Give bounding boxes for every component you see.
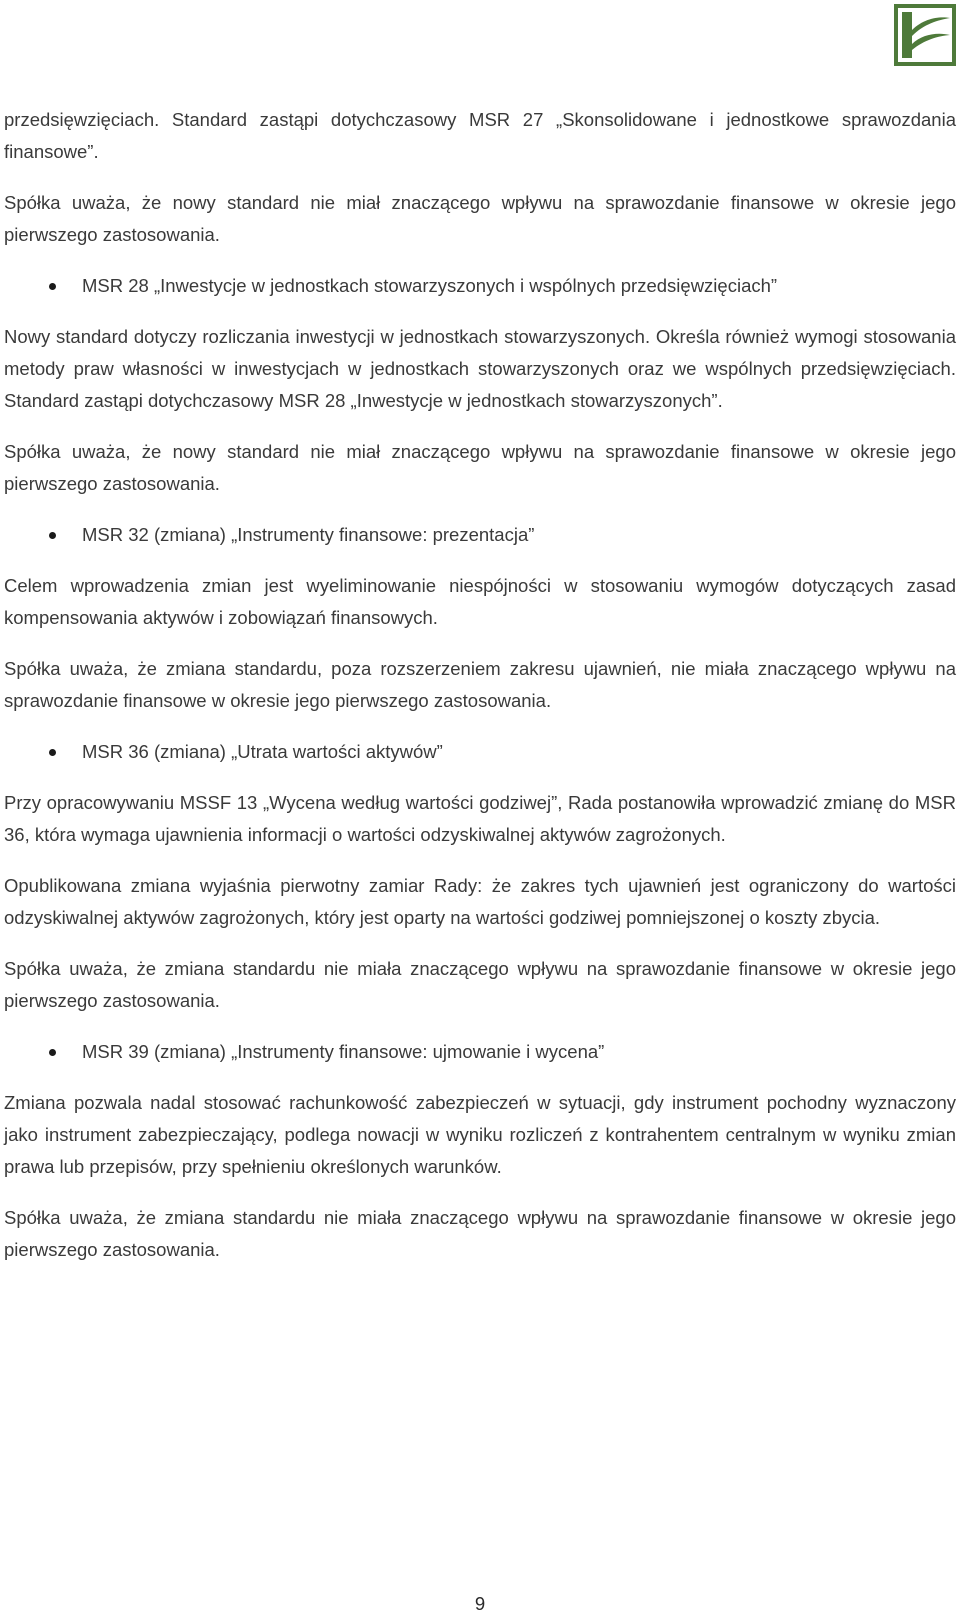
paragraph: Spółka uważa, że nowy standard nie miał znaczącego wpływu na sprawozdanie finansowe w okresie jego pierwszego zastosowania. bbox=[4, 192, 956, 245]
paragraph: Zmiana pozwala nadal stosować rachunkowość zabezpieczeń w sytuacji, gdy instrument pochodny wyznaczony jako instrument zabezpieczający, podlega nowacji w wyniku rozliczeń z kontrahentem centralnym w wyniku zmian prawa lub przepisów, przy spełnieniu określonych warunków. bbox=[4, 1092, 956, 1177]
bullet-heading bbox=[4, 1036, 956, 1068]
paragraph: Celem wprowadzenia zmian jest wyeliminowanie niespójności w stosowaniu wymogów dotyczących zasad kompensowania aktywów i zobowiązań finansowych. bbox=[4, 575, 956, 628]
paragraph: przedsięwzięciach. Standard zastąpi dotychczasowy MSR 27 „Skonsolidowane i jednostkowe sprawozdania finansowe”. bbox=[4, 109, 956, 162]
bullet-heading-text: MSR 36 (zmiana) „Utrata wartości aktywów” bbox=[82, 741, 443, 762]
paragraph: Spółka uważa, że zmiana standardu nie miała znaczącego wpływu na sprawozdanie finansowe w okresie jego pierwszego zastosowania. bbox=[4, 1207, 956, 1260]
bullet-dot-icon bbox=[49, 532, 56, 539]
paragraph: Spółka uważa, że nowy standard nie miał znaczącego wpływu na sprawozdanie finansowe w okresie jego pierwszego zastosowania. bbox=[4, 441, 956, 494]
paragraph: Przy opracowywaniu MSSF 13 „Wycena według wartości godziwej”, Rada postanowiła wprowadzić zmianę do MSR 36, która wymaga ujawnienia informacji o wartości odzyskiwalnej aktywów zagrożonych. bbox=[4, 792, 956, 845]
bullet-heading bbox=[4, 736, 956, 768]
paragraph: Nowy standard dotyczy rozliczania inwestycji w jednostkach stowarzyszonych. Określa również wymogi stosowania metody praw własności w inwestycjach w jednostkach stowarzyszonych oraz we wspólnych przedsięwzięciach. Standard zastąpi dotychczasowy MSR 28 „Inwestycje w jednostkach stowarzyszonych”. bbox=[4, 326, 956, 411]
bullet-heading-text: MSR 28 „Inwestycje w jednostkach stowarzyszonych i wspólnych przedsięwzięciach” bbox=[82, 275, 778, 296]
bullet-heading-text: MSR 32 (zmiana) „Instrumenty finansowe: prezentacja” bbox=[82, 524, 535, 545]
bullet-heading-text: MSR 39 (zmiana) „Instrumenty finansowe: ujmowanie i wycena” bbox=[82, 1041, 605, 1062]
company-logo-icon bbox=[894, 4, 956, 66]
paragraph: Spółka uważa, że zmiana standardu, poza rozszerzeniem zakresu ujawnień, nie miała znaczącego wpływu na sprawozdanie finansowe w okresie jego pierwszego zastosowania. bbox=[4, 658, 956, 711]
bullet-heading bbox=[4, 519, 956, 551]
paragraph: Spółka uważa, że zmiana standardu nie miała znaczącego wpływu na sprawozdanie finansowe w okresie jego pierwszego zastosowania. bbox=[4, 958, 956, 1011]
bullet-dot-icon bbox=[49, 1049, 56, 1056]
bullet-dot-icon bbox=[49, 283, 56, 290]
bullet-heading bbox=[4, 270, 956, 302]
bullet-dot-icon bbox=[49, 749, 56, 756]
page-number: 9 bbox=[474, 1593, 486, 1614]
paragraph: Opublikowana zmiana wyjaśnia pierwotny zamiar Rady: że zakres tych ujawnień jest ograniczony do wartości odzyskiwalnej aktywów zagrożonych, który jest oparty na wartości godziwej pomniejszonej o koszty zbycia. bbox=[4, 875, 956, 928]
document-body bbox=[4, 104, 956, 1285]
